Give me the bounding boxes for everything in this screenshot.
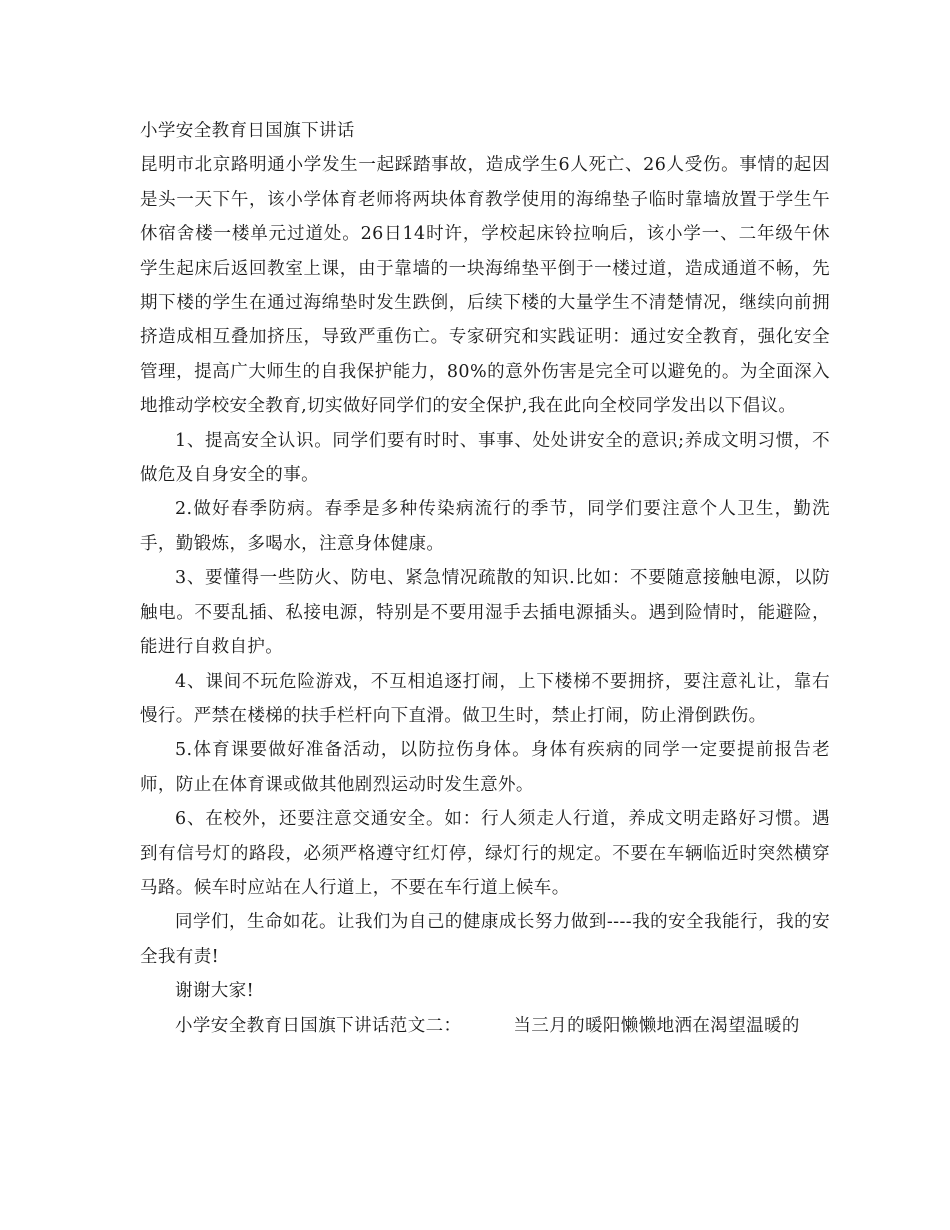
intro-paragraph: 昆明市北京路明通小学发生一起踩踏事故，造成学生6人死亡、26人受伤。事情的起因是头一天下午，该小学体育老师将两块体育教学使用的海绵垫子临时靠墙放置于学生午休宿舍楼一楼单元过道处。26日14时许，学校起床铃拉响后，该小学一、二年级午休学生起床后返回教室上课，由于靠墙的一块海绵垫平倒于一楼过道，造成通道不畅，先期下楼的学生在通过海绵垫时发生跌倒，后续下楼的大量学生不清楚情况，继续向前拥挤造成相互叠加挤压，导致严重伤亡。专家研究和实践证明：通过安全教育，强化安全管理，提高广大师生的自我保护能力，80%的意外伤害是完全可以避免的。为全面深入地推动学校安全教育,切实做好同学们的安全保护,我在此向全校同学发出以下倡议。: [140, 155, 830, 417]
thanks-line: 谢谢大家!: [175, 981, 255, 1002]
proposal-5: 5.体育课要做好准备活动，以防拉伤身体。身体有疾病的同学一定要提前报告老师，防止在体育课或做其他剧烈运动时发生意外。: [140, 740, 830, 795]
next-section-text: 当三月的暖阳懒懒地洒在渴望温暖的: [513, 1015, 800, 1036]
next-section-line: [140, 1009, 830, 1043]
document-title: 小学安全教育日国旗下讲话: [140, 121, 355, 141]
proposal-6: 6、在校外，还要注意交通安全。如：行人须走人行道，养成文明走路好习惯。遇到有信号灯的路段，必须严格遵守红灯停，绿灯行的规定。不要在车辆临近时突然横穿马路。候车时应站在人行道上，不要在车行道上候车。: [140, 809, 830, 898]
closing-paragraph: 同学们，生命如花。让我们为自己的健康成长努力做到----我的安全我能行，我的安全我有责!: [140, 912, 830, 967]
proposal-3: 3、要懂得一些防火、防电、紧急情况疏散的知识.比如：不要随意接触电源，以防触电。不要乱插、私接电源，特别是不要用湿手去插电源插头。遇到险情时，能避险，能进行自救自护。: [140, 568, 830, 658]
next-section-label: 小学安全教育日国旗下讲话范文二：: [175, 1015, 462, 1036]
document-body: [140, 114, 830, 1043]
proposal-1: 1、提高安全认识。同学们要有时时、事事、处处讲安全的意识;养成文明习惯，不做危及自身安全的事。: [140, 430, 830, 486]
proposal-2: 2.做好春季防病。春季是多种传染病流行的季节，同学们要注意个人卫生，勤洗手，勤锻炼，多喝水，注意身体健康。: [140, 499, 830, 554]
proposal-4: 4、课间不玩危险游戏，不互相追逐打闹，上下楼梯不要拥挤，要注意礼让，靠右慢行。严禁在楼梯的扶手栏杆向下直滑。做卫生时，禁止打闹，防止滑倒跌伤。: [140, 671, 830, 726]
